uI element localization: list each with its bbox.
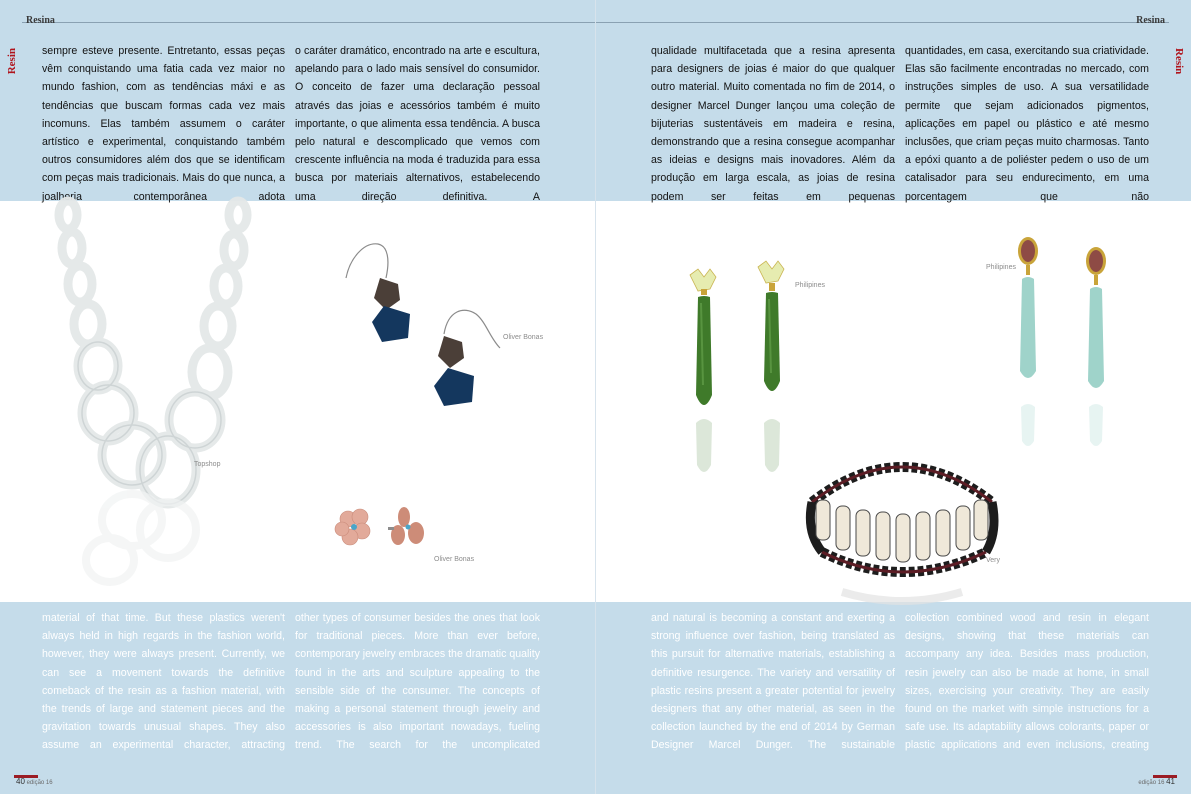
credit-philipines-teal: Philipines — [986, 264, 1016, 271]
page-number: 40 — [16, 777, 25, 786]
credit-topshop: Topshop — [194, 461, 221, 468]
green-drop-earrings-image — [684, 255, 794, 495]
footer-left — [16, 777, 53, 786]
header-label: Resina — [1136, 15, 1165, 26]
chain-bead-bracelet-image — [802, 442, 1002, 612]
issue-label: edição 16 — [26, 780, 53, 786]
text-column-pt-4: quantidades, em casa, exercitando sua criatividade. Elas são facilmente encontradas no mercado, com instruções simples de uso. A sua versatilidade permite que sejam adicionados pigmentos, aplicações em papel ou plástico e até mesmo inclusões, que criam peças muito charmosas. Tanto a epóxi quanto a de poliéster pedem o uso de um catalisador para seu endurecimento, em uma porcentagem que não — [905, 45, 1149, 203]
side-section-label: Resin — [1173, 48, 1185, 75]
right-page — [596, 0, 1191, 794]
text-column-pt-2: o caráter dramático, encontrado na arte e escultura, apelando para o lado mais sensível do consumidor. O conceito de fazer uma declaração pessoal através das joias e acessórios também é muito importante, o que alimenta essa tendência. A busca pelo natural e descomplicado que vemos com crescente influência na moda é traduzida para essa busca por materiais alternativos, estabelecendo uma direção definitiva. A — [295, 45, 540, 203]
header-rule — [596, 22, 1169, 23]
geometric-drop-earrings-image — [340, 238, 510, 418]
credit-oliver-bonas-studs: Oliver Bonas — [434, 556, 475, 563]
side-section-label: Resin — [6, 48, 18, 75]
page-number: 41 — [1166, 777, 1175, 786]
text-column-pt-3: qualidade multifacetada que a resina apresenta para designers de joias é maior do que qualquer outro material. Muito comentada no fim de 2014, o designer Marcel Dunger lançou uma coleção de bijuterias sustentáveis em madeira e resina, demonstrando que a resina consegue acompanhar as ideias e designs mais inovadores. Além da produção em larga escala, as joias de resina podem ser feitas em pequenas — [651, 45, 895, 203]
resin-chain-necklace-image — [40, 200, 260, 600]
text-column-en-2: other types of consumer besides the ones that look for traditional pieces. More than ever before, contemporary jewelry embraces the dramatic quality found in the arts and sculpture appealing to the sensible side of the consumer. The concepts of making a personal statement through jewelry and accessories is also important nowadays, fueling trend. The search for the uncomplicated — [295, 612, 540, 752]
header-label: Resina — [26, 15, 55, 26]
text-column-en-4: collection combined wood and resin in elegant designs, showing that these materials can accompany any idea. Besides mass production, resin jewelry can also be made at home, in small sizes, exercising your creativity. They are easily found on the market with simple instructions for a safe use. Its adaptability allows colorants, paper or plastic applications and even inclusions, creating — [905, 612, 1149, 752]
footer-right — [1138, 777, 1175, 786]
credit-philipines-green: Philipines — [795, 282, 825, 289]
text-column-en-3: and natural is becoming a constant and exerting a strong influence over fashion, being translated as this pursuit for alternative materials, establishing a definitive resurgence. The variety and versatility of plastic resins present a greater potential for jewelry designers that any other material, as seen in the collection launched by the end of 2014 by German Designer Marcel Dunger. The sustainable — [651, 612, 895, 752]
credit-very: Very — [986, 557, 1001, 564]
text-column-en-1: material of that time. But these plastics weren't always held in high regards in the fashion world, however, they were always present. Currently, we can see a movement towards the definitive comeback of the resin as a fashion material, with the trends of large and statement pieces and the gravitation towards unusual shapes. They also assume an experimental character, attracting — [42, 612, 285, 752]
credit-oliver-bonas-earrings: Oliver Bonas — [503, 334, 544, 341]
teal-drop-earrings-image — [1014, 235, 1124, 465]
header-rule — [22, 22, 595, 23]
issue-label: edição 16 — [1138, 780, 1165, 786]
left-page — [0, 0, 595, 794]
text-column-pt-1: sempre esteve presente. Entretanto, essas peças vêm conquistando uma fatia cada vez maior no mundo fashion, com as tendências máxi e as tendências que buscam formas cada vez mais incomuns. Elas também assumem o caráter artístico e experimental, conquistando também outros consumidores além dos que se identificam com peças mais tradicionais. Mais do que nunca, a joalheria contemporânea adota — [42, 45, 285, 203]
flower-stud-earrings-image — [332, 505, 432, 555]
